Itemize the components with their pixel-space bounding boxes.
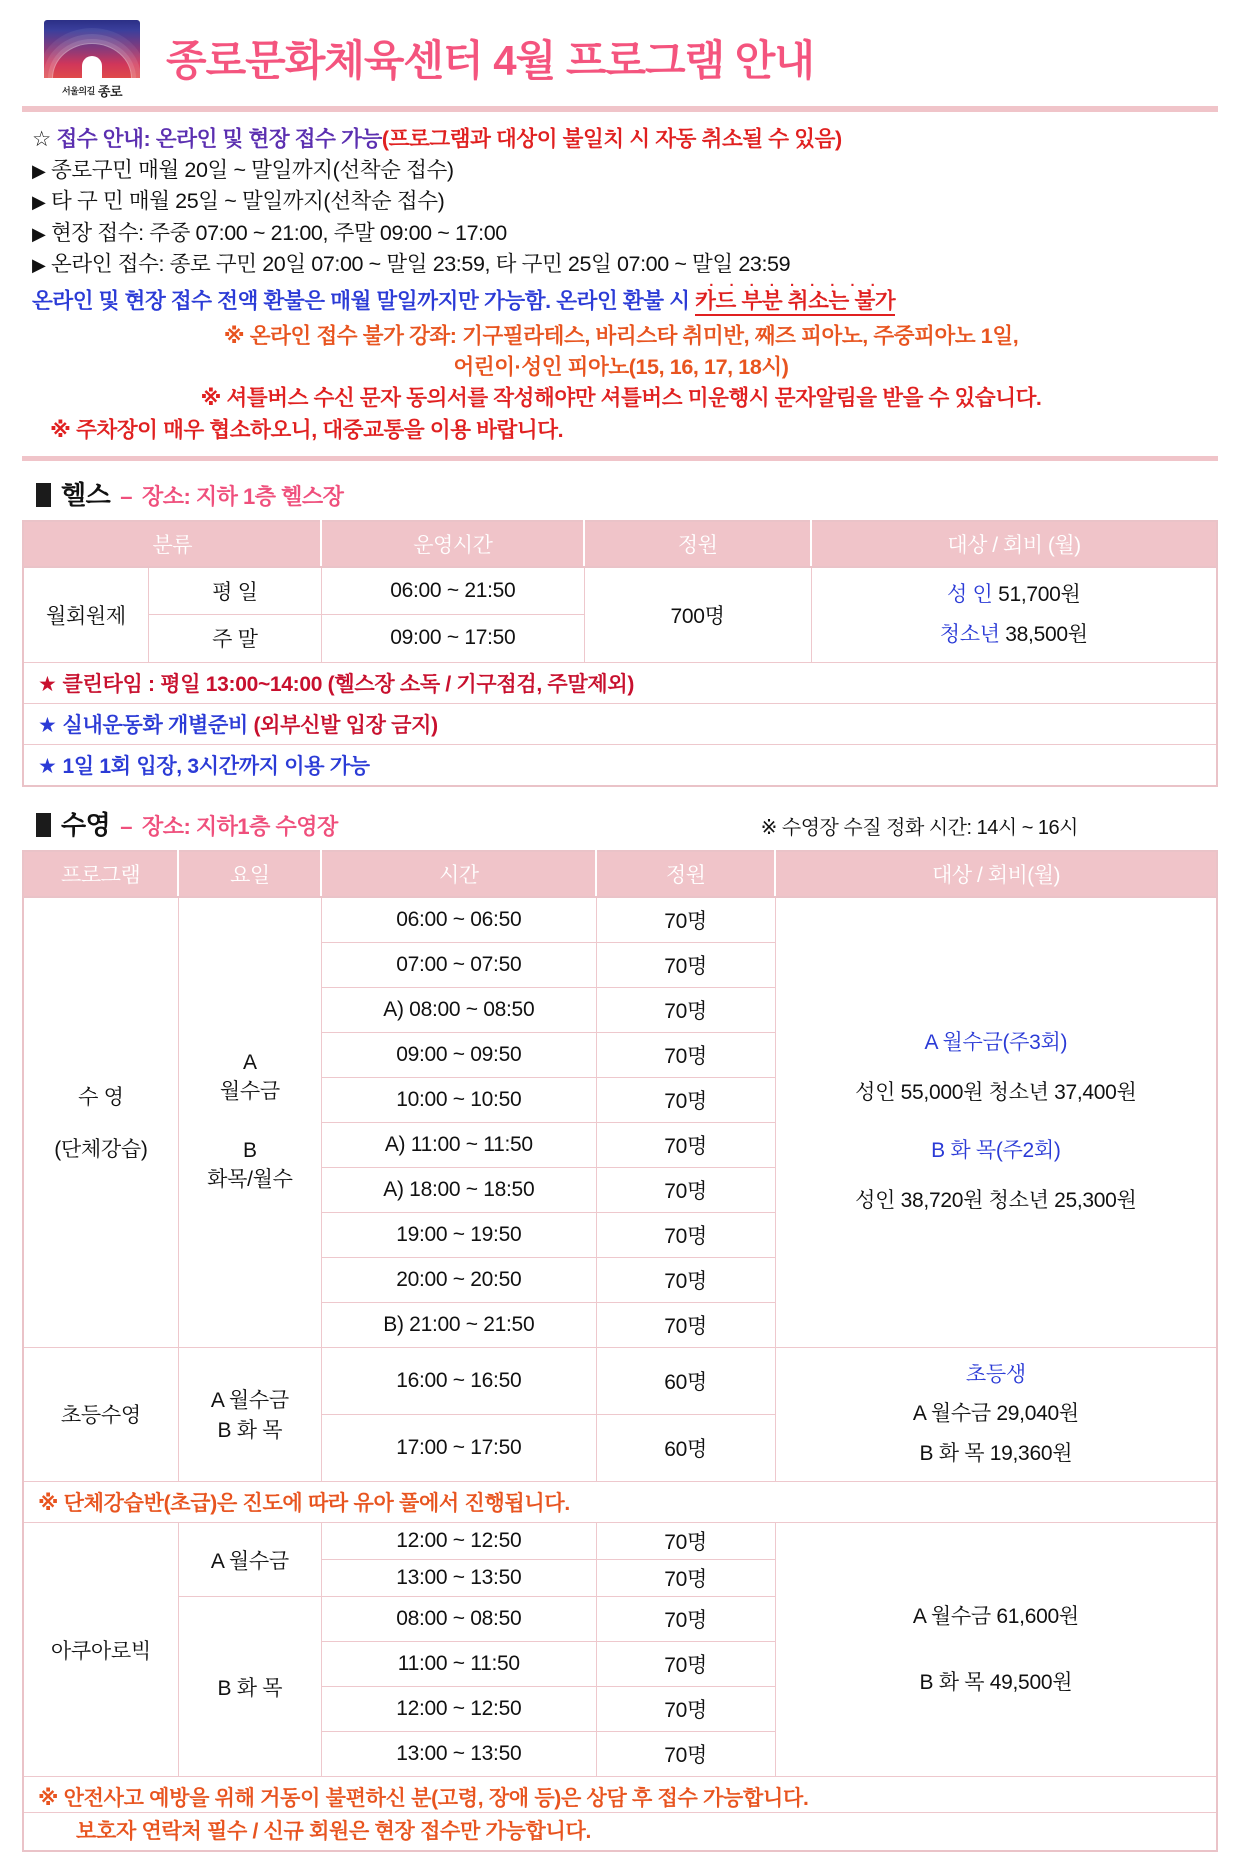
swim-group-note <box>23 1482 1217 1523</box>
gym-note-row <box>23 662 1217 703</box>
swim-aqua-time: 13:00 ~ 13:50 <box>321 1732 596 1777</box>
swim-group-capacity: 70명 <box>596 1032 775 1077</box>
notice-other-resident-text: 타 구 민 매월 25일 ~ 말일까지(선착순 접수) <box>51 189 444 213</box>
swim-group-capacity: 70명 <box>596 1167 775 1212</box>
swim-col-days: 요일 <box>178 851 321 897</box>
swim-group-day-a-letter: A <box>183 1051 317 1075</box>
gym-fee-teen-label: 청소년 <box>940 623 1000 646</box>
swim-aqua-time: 11:00 ~ 11:50 <box>321 1642 596 1687</box>
swim-aqua-day-b: B 화 목 <box>178 1597 321 1777</box>
notice-line-onsite <box>32 218 1210 249</box>
swim-section-place: 장소: 지하1층 수영장 <box>142 810 338 841</box>
swim-group-day-a-days: 월수금 <box>183 1075 317 1105</box>
swim-aqua-fee-cell <box>775 1523 1217 1777</box>
triangle-bullet-icon: ▶ <box>32 161 45 181</box>
gym-note-1-text: 클린타임 : 평일 13:00~14:00 (헬스장 소독 / 기구점검, 주말제외) <box>63 673 635 696</box>
notice-line-jongno-resident <box>32 155 1210 186</box>
gym-fee-cell <box>811 567 1217 662</box>
notice-reception-paren: (프로그램과 대상이 불일치 시 자동 취소될 수 있음) <box>382 127 842 151</box>
swim-elementary-days <box>178 1347 321 1482</box>
swim-elementary-program: 초등수영 <box>23 1347 178 1482</box>
swim-group-capacity: 70명 <box>596 1212 775 1257</box>
notice-unavailable-text-2: 어린이·성인 피아노(15, 16, 17, 18시) <box>453 355 788 379</box>
swim-group-program <box>23 897 178 1348</box>
gym-day-weekend: 주 말 <box>148 615 321 662</box>
gym-section-name: 헬스 <box>61 475 110 512</box>
swim-elementary-fee-cell <box>775 1347 1217 1482</box>
gym-note-row <box>23 703 1217 744</box>
swim-group-time: 10:00 ~ 10:50 <box>321 1077 596 1122</box>
swim-elementary-day-b: B 화 목 <box>183 1414 317 1444</box>
notice-line-reception <box>32 124 1210 155</box>
swim-group-program-line1: 수 영 <box>28 1081 174 1111</box>
section-marker-icon <box>36 813 51 837</box>
swim-table-header-row <box>23 851 1217 897</box>
swim-group-days <box>178 897 321 1348</box>
swim-bottom-note-1 <box>23 1777 1217 1813</box>
swim-group-time: 07:00 ~ 07:50 <box>321 942 596 987</box>
swim-aqua-program: 아쿠아로빅 <box>23 1523 178 1777</box>
swim-section-dash: – <box>120 814 132 840</box>
gym-fee-teen-row <box>816 615 1212 655</box>
gym-note-2-red-text: (외부신발 입장 금지) <box>253 714 437 737</box>
swim-col-capacity: 정원 <box>596 851 775 897</box>
notice-block <box>22 124 1218 446</box>
notice-line-unavailable-2 <box>32 352 1210 383</box>
notice-shuttle-text: ※ 셔틀버스 수신 문자 동의서를 작성해야만 셔틀버스 미운행시 문자알림을 받을 수 있습니다. <box>200 386 1041 410</box>
gym-fee-adult-label: 성 인 <box>947 583 993 606</box>
notice-line-other-resident <box>32 186 1210 217</box>
table-row <box>23 1347 1217 1414</box>
swim-col-program: 프로그램 <box>23 851 178 897</box>
gym-section-place: 장소: 지하 1층 헬스장 <box>142 480 343 511</box>
swim-elementary-time: 16:00 ~ 16:50 <box>321 1347 596 1414</box>
gym-table <box>22 520 1218 787</box>
gym-category-value: 월회원제 <box>23 567 148 662</box>
notice-line-refund <box>32 286 1210 317</box>
header-divider <box>22 106 1218 112</box>
table-row <box>23 897 1217 943</box>
star-filled-icon: ★ <box>38 673 57 696</box>
swim-group-note-text: ※ 단체강습반(초급)은 진도에 따라 유아 풀에서 진행됩니다. <box>38 1492 570 1515</box>
swim-elementary-day-a: A 월수금 <box>183 1384 317 1414</box>
swim-aqua-fee-b: B 화 목 49,500원 <box>780 1663 1212 1703</box>
swim-group-fee-a-detail: 성인 55,000원 청소년 37,400원 <box>780 1073 1212 1113</box>
gym-fee-adult-value: 51,700원 <box>998 583 1080 606</box>
swim-elementary-fee-a: A 월수금 29,040원 <box>780 1394 1212 1434</box>
swim-group-capacity: 70명 <box>596 1077 775 1122</box>
swim-aqua-fee-a: A 월수금 61,600원 <box>780 1597 1212 1637</box>
swim-bottom-note-2 <box>23 1813 1217 1852</box>
notice-online-text: 온라인 접수: 종로 구민 20일 07:00 ~ 말일 23:59, 타 구민 25일 07:00 ~ 말일 23:59 <box>51 252 790 276</box>
swim-group-fee-a-title: A 월수금(주3회) <box>780 1023 1212 1063</box>
swim-group-program-line2: (단체강습) <box>28 1133 174 1163</box>
swim-group-capacity: 70명 <box>596 1257 775 1302</box>
notice-refund-text: 온라인 및 현장 접수 전액 환불은 매월 말일까지만 가능함. 온라인 환불 시 <box>32 289 695 313</box>
triangle-bullet-icon: ▶ <box>32 192 45 212</box>
swim-group-capacity: 70명 <box>596 987 775 1032</box>
gym-note-1 <box>23 662 1217 703</box>
gym-fee-teen-value: 38,500원 <box>1005 623 1087 646</box>
swim-section-title <box>36 805 1218 842</box>
swim-aqua-capacity: 70명 <box>596 1560 775 1597</box>
triangle-bullet-icon: ▶ <box>32 255 45 275</box>
swim-note-row <box>23 1777 1217 1813</box>
gym-col-fee: 대상 / 회비 (월) <box>811 521 1217 567</box>
gym-day-weekday: 평 일 <box>148 567 321 615</box>
notice-line-online <box>32 249 1210 280</box>
swim-elementary-fee-b: B 화 목 19,360원 <box>780 1434 1212 1474</box>
notice-parking-text: ※ 주차장이 매우 협소하오니, 대중교통을 이용 바랍니다. <box>50 418 563 442</box>
swim-group-day-b-letter: B <box>183 1139 317 1163</box>
notice-line-parking <box>32 415 1210 446</box>
notice-line-shuttle <box>32 383 1210 414</box>
swim-group-time: A) 18:00 ~ 18:50 <box>321 1167 596 1212</box>
swim-group-fee-b-detail: 성인 38,720원 청소년 25,300원 <box>780 1181 1212 1221</box>
swim-aqua-time: 12:00 ~ 12:50 <box>321 1687 596 1732</box>
section-marker-icon <box>36 483 51 507</box>
swim-group-time: B) 21:00 ~ 21:50 <box>321 1302 596 1347</box>
swim-group-time: 09:00 ~ 09:50 <box>321 1032 596 1077</box>
gym-table-header-row <box>23 521 1217 567</box>
swim-elementary-time: 17:00 ~ 17:50 <box>321 1414 596 1481</box>
star-filled-icon: ★ <box>38 714 57 737</box>
swim-group-fee-cell <box>775 897 1217 1348</box>
star-outline-icon: ☆ <box>32 127 51 151</box>
swim-aqua-time: 08:00 ~ 08:50 <box>321 1597 596 1642</box>
swim-aqua-time: 12:00 ~ 12:50 <box>321 1523 596 1560</box>
swim-group-capacity: 70명 <box>596 1122 775 1167</box>
triangle-bullet-icon: ▶ <box>32 224 45 244</box>
jongno-logo <box>40 20 144 100</box>
swim-group-capacity: 70명 <box>596 1302 775 1347</box>
page-title: 종로문화체육센터 4월 프로그램 안내 <box>166 28 814 92</box>
gym-note-3-text: 1일 1회 입장, 3시간까지 이용 가능 <box>63 755 370 778</box>
notice-reception-title: 접수 안내: 온라인 및 현장 접수 가능 <box>56 127 381 151</box>
swim-col-fee: 대상 / 회비(월) <box>775 851 1217 897</box>
swim-group-time: 19:00 ~ 19:50 <box>321 1212 596 1257</box>
document-header <box>22 14 1218 102</box>
swim-col-time: 시간 <box>321 851 596 897</box>
swim-bottom-note-1-text: ※ 안전사고 예방을 위해 거동이 불편하신 분(고령, 장애 등)은 상담 후 접수 가능합니다. <box>38 1787 809 1810</box>
gym-note-2-blue-text: 실내운동화 개별준비 <box>63 714 254 737</box>
swim-note-row <box>23 1813 1217 1852</box>
gym-section-title <box>36 475 1218 512</box>
swim-group-time: A) 08:00 ~ 08:50 <box>321 987 596 1032</box>
gym-note-3 <box>23 744 1217 786</box>
swim-bottom-note-2-text: 보호자 연락처 필수 / 신규 회원은 현장 접수만 가능합니다. <box>76 1820 591 1843</box>
swim-group-time: A) 11:00 ~ 11:50 <box>321 1122 596 1167</box>
swim-group-capacity: 70명 <box>596 897 775 943</box>
gym-capacity-value: 700명 <box>584 567 811 662</box>
swim-aqua-day-a: A 월수금 <box>178 1523 321 1597</box>
swim-aqua-capacity: 70명 <box>596 1642 775 1687</box>
gym-section-dash: – <box>120 484 132 510</box>
gym-col-hours: 운영시간 <box>321 521 584 567</box>
swim-water-purification-note: ※ 수영장 수질 정화 시간: 14시 ~ 16시 <box>761 811 1218 840</box>
swim-aqua-capacity: 70명 <box>596 1732 775 1777</box>
swim-group-time: 20:00 ~ 20:50 <box>321 1257 596 1302</box>
swim-elementary-capacity: 60명 <box>596 1347 775 1414</box>
notice-divider <box>22 456 1218 461</box>
swim-elementary-capacity: 60명 <box>596 1414 775 1481</box>
swim-aqua-capacity: 70명 <box>596 1597 775 1642</box>
gym-time-weekday: 06:00 ~ 21:50 <box>321 567 584 615</box>
logo-caption-main: 종로 <box>98 84 122 99</box>
gym-note-row <box>23 744 1217 786</box>
swim-elementary-fee-title: 초등생 <box>780 1355 1212 1395</box>
notice-refund-emphasis: · · · 카드 부분 취소는 불가 <box>695 289 895 316</box>
notice-jongno-resident-text: 종로구민 매월 20일 ~ 말일까지(선착순 접수) <box>51 158 454 182</box>
logo-gradient-arch-icon <box>44 20 140 78</box>
swim-aqua-time: 13:00 ~ 13:50 <box>321 1560 596 1597</box>
gym-note-2 <box>23 703 1217 744</box>
swim-note-row <box>23 1482 1217 1523</box>
notice-onsite-text: 현장 접수: 주중 07:00 ~ 21:00, 주말 09:00 ~ 17:00 <box>51 221 507 245</box>
swim-section-name: 수영 <box>61 805 110 842</box>
notice-line-unavailable-1 <box>32 321 1210 352</box>
swim-aqua-capacity: 70명 <box>596 1687 775 1732</box>
gym-fee-adult-row <box>816 575 1212 615</box>
notice-unavailable-text-1: ※ 온라인 접수 불가 강좌: 기구필라테스, 바리스타 취미반, 째즈 피아노, 주중피아노 1일, <box>224 324 1019 348</box>
swim-aqua-capacity: 70명 <box>596 1523 775 1560</box>
gym-col-capacity: 정원 <box>584 521 811 567</box>
table-row <box>23 567 1217 615</box>
swim-group-capacity: 70명 <box>596 942 775 987</box>
gym-col-category: 분류 <box>23 521 321 567</box>
swim-group-time: 06:00 ~ 06:50 <box>321 897 596 943</box>
swim-table <box>22 850 1218 1852</box>
logo-caption-small: 서울의길 <box>62 86 95 96</box>
table-row <box>23 1523 1217 1560</box>
swim-group-day-b-days: 화목/월수 <box>183 1163 317 1193</box>
logo-caption <box>40 81 144 100</box>
gym-time-weekend: 09:00 ~ 17:50 <box>321 615 584 662</box>
swim-group-fee-b-title: B 화 목(주2회) <box>780 1131 1212 1171</box>
star-filled-icon: ★ <box>38 755 57 778</box>
